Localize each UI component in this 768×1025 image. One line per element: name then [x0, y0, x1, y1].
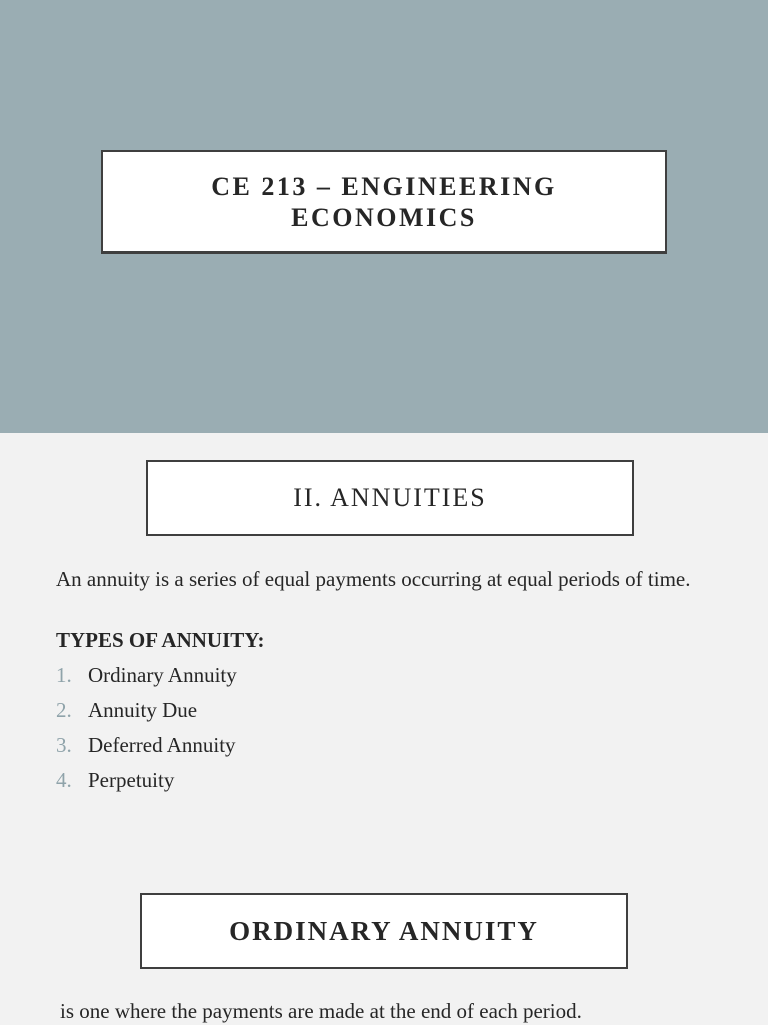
list-number: 2. — [56, 698, 72, 722]
annuities-heading: II. ANNUITIES — [293, 483, 487, 512]
ordinary-annuity-slide — [0, 865, 768, 1024]
list-item — [56, 732, 237, 767]
annuities-slide — [0, 433, 768, 865]
list-item — [56, 662, 237, 697]
list-number: 4. — [56, 768, 72, 792]
list-item — [56, 697, 237, 732]
title-slide — [0, 0, 768, 433]
annuity-definition: An annuity is a series of equal payments occurring at equal periods of time. — [56, 567, 691, 591]
list-label: Annuity Due — [88, 698, 198, 722]
ordinary-definition: is one where the payments are made at the end of each period. — [60, 999, 582, 1023]
list-label: Ordinary Annuity — [88, 663, 237, 687]
slide-title: CE 213 – ENGINEERING ECONOMICS — [211, 171, 557, 232]
list-label: Perpetuity — [88, 768, 175, 792]
annuity-type-list — [56, 662, 237, 802]
list-number: 1. — [56, 663, 72, 687]
types-heading: TYPES OF ANNUITY: — [56, 628, 265, 652]
ordinary-heading: ORDINARY ANNUITY — [229, 915, 539, 946]
list-item — [56, 767, 237, 802]
annuities-heading-box — [146, 460, 634, 536]
ordinary-heading-box — [140, 893, 628, 969]
list-label: Deferred Annuity — [88, 733, 236, 757]
list-number: 3. — [56, 733, 72, 757]
title-box — [101, 150, 667, 254]
